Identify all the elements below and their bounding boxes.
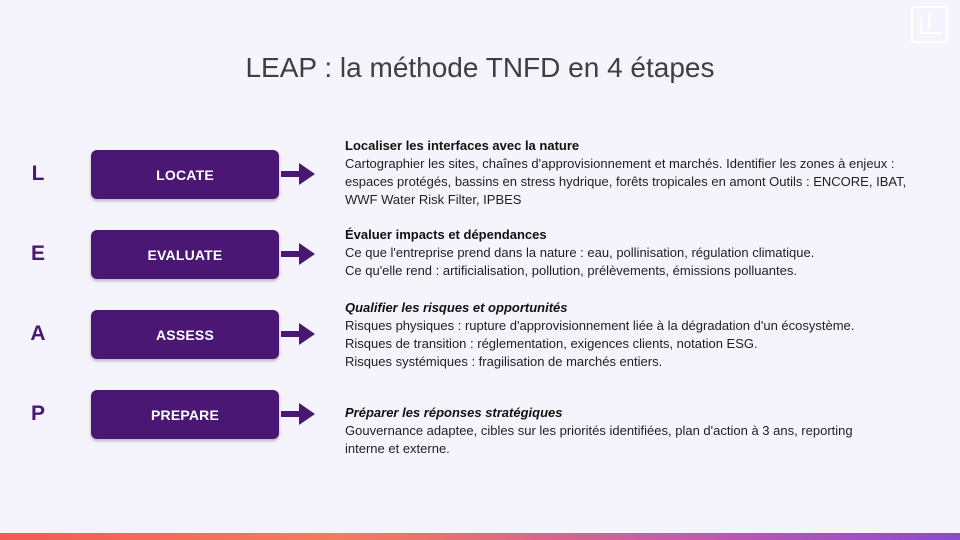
step-letter-l: L: [31, 162, 45, 185]
step-text-line: Ce que l'entreprise prend dans la nature : eau, pollinisation, régulation climatique.: [345, 245, 815, 260]
arrow-right-icon: [281, 243, 315, 265]
step-text-line: Cartographier les sites, chaînes d'approvisionnement et marchés. Identifier les zones à enjeux : espaces protégés, bassins en stress hydrique, forêts tropicales en amont Outils : ENCORE, IBAT, WWF Water Risk Filter, IPBES: [345, 156, 907, 207]
arrow-right-icon: [281, 163, 315, 185]
step-heading: Qualifier les risques et opportunités: [345, 300, 568, 315]
step-box-evaluate: EVALUATE: [91, 230, 279, 279]
step-letter-a: A: [30, 322, 46, 345]
step-text-line: Gouvernance adaptee, cibles sur les priorités identifiées, plan d'action à 3 ans, reporting interne et externe.: [345, 423, 853, 456]
step-box-assess: ASSESS: [91, 310, 279, 359]
step-box-locate: LOCATE: [91, 150, 279, 199]
step-heading: Préparer les réponses stratégiques: [345, 405, 563, 420]
step-heading: Évaluer impacts et dépendances: [345, 227, 547, 242]
step-heading: Localiser les interfaces avec la nature: [345, 138, 580, 153]
step-text-line: Risques de transition : réglementation, exigences clients, notation ESG.: [345, 336, 758, 351]
step-box-prepare: PREPARE: [91, 390, 279, 439]
step-letter-e: E: [30, 242, 45, 265]
step-description-assess: [345, 299, 855, 371]
step-description-evaluate: [345, 226, 935, 280]
step-text-line: Ce qu'elle rend : artificialisation, pollution, prélèvements, émissions polluantes.: [345, 263, 797, 278]
arrow-right-icon: [281, 403, 315, 425]
arrow-right-icon: [281, 323, 315, 345]
step-description-prepare: [345, 404, 875, 458]
step-letter-p: P: [30, 402, 45, 425]
bottom-gradient-bar: [0, 533, 960, 540]
step-text-line: Risques systémiques : fragilisation de marchés entiers.: [345, 354, 663, 369]
slide-title: LEAP : la méthode TNFD en 4 étapes: [245, 52, 715, 83]
step-text-line: Risques physiques : rupture d'approvisionnement liée à la dégradation d'un écosystème.: [345, 318, 855, 333]
jl-logo-icon: [911, 6, 948, 43]
step-description-locate: [345, 137, 935, 209]
